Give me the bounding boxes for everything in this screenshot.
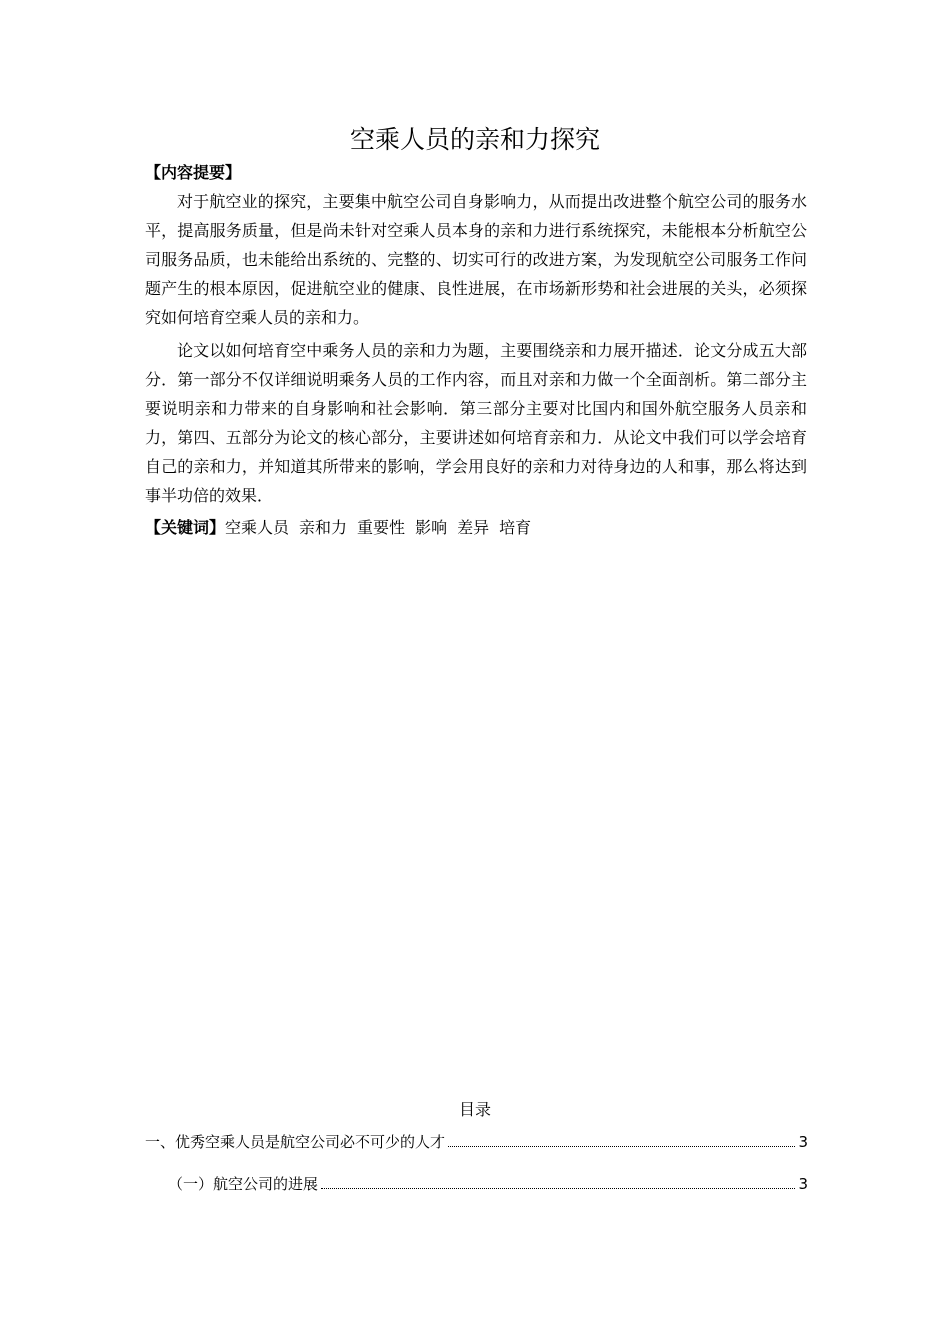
document-title: 空乘人员的亲和力探究 bbox=[349, 125, 600, 154]
toc-entry-page: 3 bbox=[798, 1175, 808, 1193]
abstract-paragraph-2: 论文以如何培育空中乘务人员的亲和力为题，主要围绕亲和力展开描述．论文分成五大部分．第一部分不仅详细说明乘务人员的工作内容，而且对亲和力做一个全面剖析。第二部分主要说明亲和力带来的自身影响和社会影响．第三部分主要对比国内和国外航空服务人员亲和力，第四、五部分为论文的核心部分，主要讲述如何培育亲和力．从论文中我们可以学会培育自己的亲和力，并知道其所带来的影响，学会用良好的亲和力对待身边的人和事，那么将达到事半功倍的效果． bbox=[145, 341, 807, 505]
keyword: 亲和力 bbox=[299, 518, 348, 537]
keyword: 培育 bbox=[499, 518, 532, 537]
toc-entry-page: 3 bbox=[798, 1133, 808, 1151]
keyword: 空乘人员 bbox=[225, 518, 290, 537]
toc-title: 目录 bbox=[458, 1100, 491, 1119]
abstract-heading: 【内容提要】 bbox=[145, 163, 242, 182]
abstract-paragraph-1: 对于航空业的探究，主要集中航空公司自身影响力，从而提出改进整个航空公司的服务水平，提高服务质量，但是尚未针对空乘人员本身的亲和力进行系统探究，未能根本分析航空公司服务品质，也未能给出系统的、完整的、切实可行的改进方案，为发现航空公司服务工作问题产生的根本原因，促进航空业的健康、良性进展，在市场新形势和社会进展的关头，必须探究如何培育空乘人员的亲和力。 bbox=[145, 192, 807, 327]
keyword: 差异 bbox=[457, 518, 490, 537]
keyword: 重要性 bbox=[357, 518, 406, 537]
toc-entry-label: 一、优秀空乘人员是航空公司必不可少的人才 bbox=[145, 1133, 446, 1151]
abstract-section bbox=[145, 158, 807, 542]
toc-entry[interactable] bbox=[168, 1172, 808, 1196]
toc-entry-label: （一）航空公司的进展 bbox=[168, 1175, 319, 1193]
keyword: 影响 bbox=[415, 518, 448, 537]
toc-dot-leader bbox=[448, 1145, 795, 1147]
toc-entry[interactable] bbox=[145, 1130, 808, 1154]
toc-dot-leader bbox=[321, 1187, 795, 1189]
keywords-line bbox=[145, 513, 807, 542]
keywords-heading: 【关键词】 bbox=[145, 518, 226, 537]
